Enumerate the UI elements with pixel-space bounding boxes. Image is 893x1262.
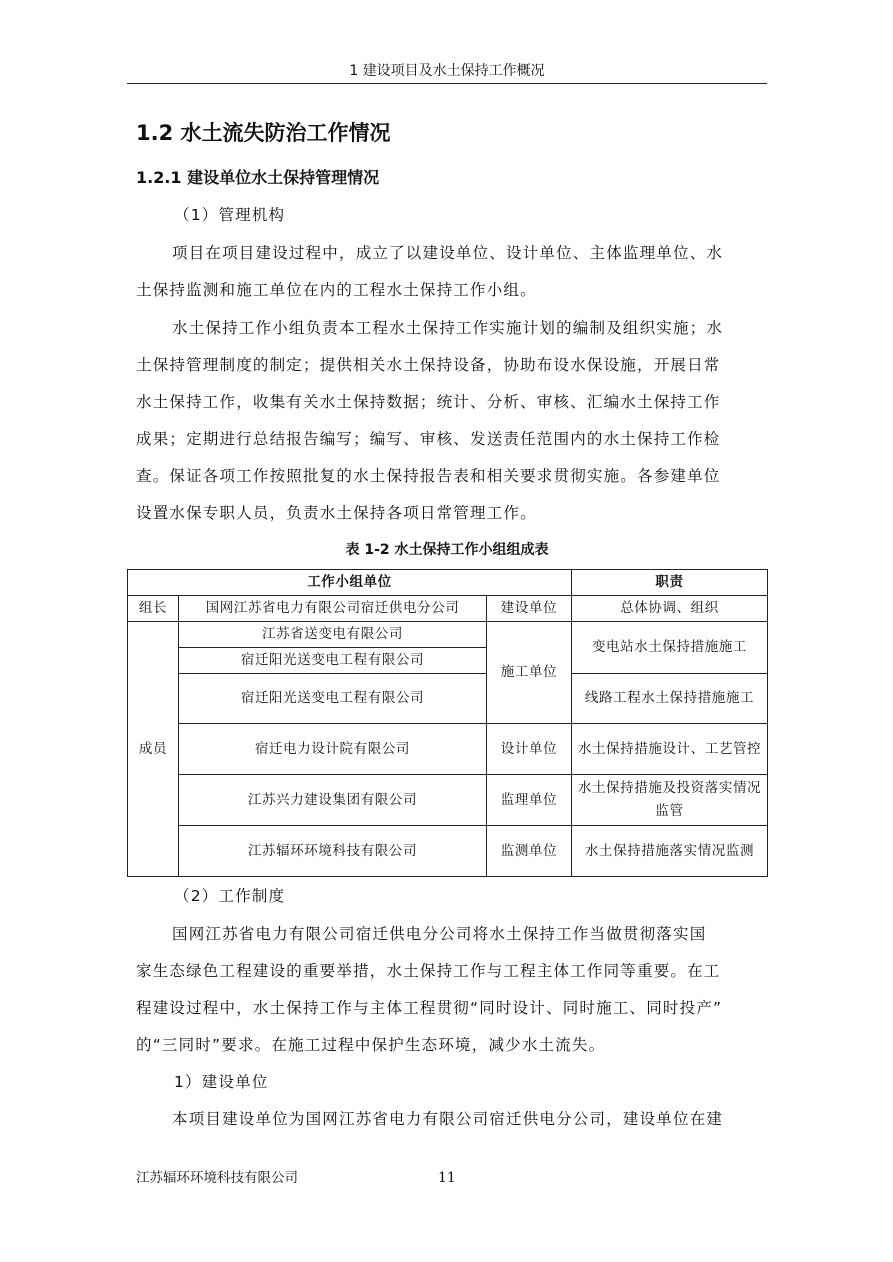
- table-caption: 表 1-2 水土保持工作小组组成表: [345, 542, 549, 558]
- paragraph-line: 程建设过程中，水土保持工作与主体工程贯彻“同时设计、同时施工、同时投产”: [136, 999, 723, 1017]
- section-heading: 1.2 水土流失防治工作情况: [136, 121, 391, 145]
- duty-cell: 总体协调、组织: [572, 596, 768, 622]
- duty-cell: 线路工程水土保持措施施工: [572, 674, 768, 724]
- table-row: [128, 775, 768, 826]
- org-cell: 宿迁电力设计院有限公司: [179, 724, 487, 775]
- paragraph-line: 水土保持工作，收集有关水土保持数据；统计、分析、审核、汇编水土保持工作: [136, 393, 721, 411]
- type-cell: 监测单位: [487, 826, 572, 877]
- paragraph-line: 国网江苏省电力有限公司宿迁供电分公司将水土保持工作当做贯彻落实国: [172, 925, 707, 943]
- org-cell: 江苏省送变电有限公司: [179, 622, 487, 648]
- paragraph-line: 水土保持工作小组负责本工程水土保持工作实施计划的编制及组织实施；水: [172, 319, 724, 337]
- footer-company: 江苏辐环环境科技有限公司: [136, 1170, 298, 1186]
- org-cell: 江苏辐环环境科技有限公司: [179, 826, 487, 877]
- role-cell: 组长: [128, 596, 179, 622]
- work-group-table: [127, 569, 768, 877]
- type-cell: 监理单位: [487, 775, 572, 826]
- header-unit-cell: 工作小组单位: [128, 570, 572, 596]
- list-heading-rules: （2）工作制度: [174, 887, 286, 905]
- type-cell: 设计单位: [487, 724, 572, 775]
- org-cell: 宿迁阳光送变电工程有限公司: [179, 648, 487, 674]
- paragraph-line: 的“三同时”要求。在施工过程中保护生态环境，减少水土流失。: [136, 1036, 606, 1054]
- type-cell: 施工单位: [487, 622, 572, 724]
- role-cell: 成员: [128, 622, 179, 877]
- running-header: 1 建设项目及水土保持工作概况: [349, 63, 545, 79]
- header-duty-cell: 职责: [572, 570, 768, 596]
- paragraph-line: 土保持管理制度的制定；提供相关水土保持设备，协助布设水保设施，开展日常: [136, 356, 721, 374]
- paragraph-line: 项目在项目建设过程中，成立了以建设单位、设计单位、主体监理单位、水: [172, 244, 724, 262]
- table-row: [128, 674, 768, 724]
- table-row: [128, 826, 768, 877]
- list-heading-management: （1）管理机构: [174, 206, 286, 224]
- paragraph-line: 成果；定期进行总结报告编写；编写、审核、发送责任范围内的水土保持工作检: [136, 430, 721, 448]
- duty-cell: 水土保持措施落实情况监测: [572, 826, 768, 877]
- table-row: [128, 724, 768, 775]
- paragraph-line: 土保持监测和施工单位在内的工程水土保持工作小组。: [136, 281, 537, 299]
- type-cell: 建设单位: [487, 596, 572, 622]
- paragraph-line: 本项目建设单位为国网江苏省电力有限公司宿迁供电分公司，建设单位在建: [172, 1110, 724, 1128]
- list-heading-construction-unit: 1）建设单位: [174, 1073, 269, 1091]
- header-rule: [127, 83, 767, 84]
- page-number: 11: [438, 1170, 456, 1186]
- subsection-heading: 1.2.1 建设单位水土保持管理情况: [136, 168, 380, 187]
- duty-cell: 水土保持措施及投资落实情况监管: [572, 775, 768, 826]
- duty-cell: 水土保持措施设计、工艺管控: [572, 724, 768, 775]
- org-cell: 宿迁阳光送变电工程有限公司: [179, 674, 487, 724]
- paragraph-line: 家生态绿色工程建设的重要举措，水土保持工作与工程主体工作同等重要。在工: [136, 962, 721, 980]
- table-row: [128, 596, 768, 622]
- paragraph-line: 设置水保专职人员，负责水土保持各项日常管理工作。: [136, 504, 537, 522]
- table-row: [128, 622, 768, 648]
- org-cell: 国网江苏省电力有限公司宿迁供电分公司: [179, 596, 487, 622]
- duty-cell: 变电站水土保持措施施工: [572, 622, 768, 674]
- paragraph-line: 查。保证各项工作按照批复的水土保持报告表和相关要求贯彻实施。各参建单位: [136, 467, 721, 485]
- org-cell: 江苏兴力建设集团有限公司: [179, 775, 487, 826]
- table-header-row: [128, 570, 768, 596]
